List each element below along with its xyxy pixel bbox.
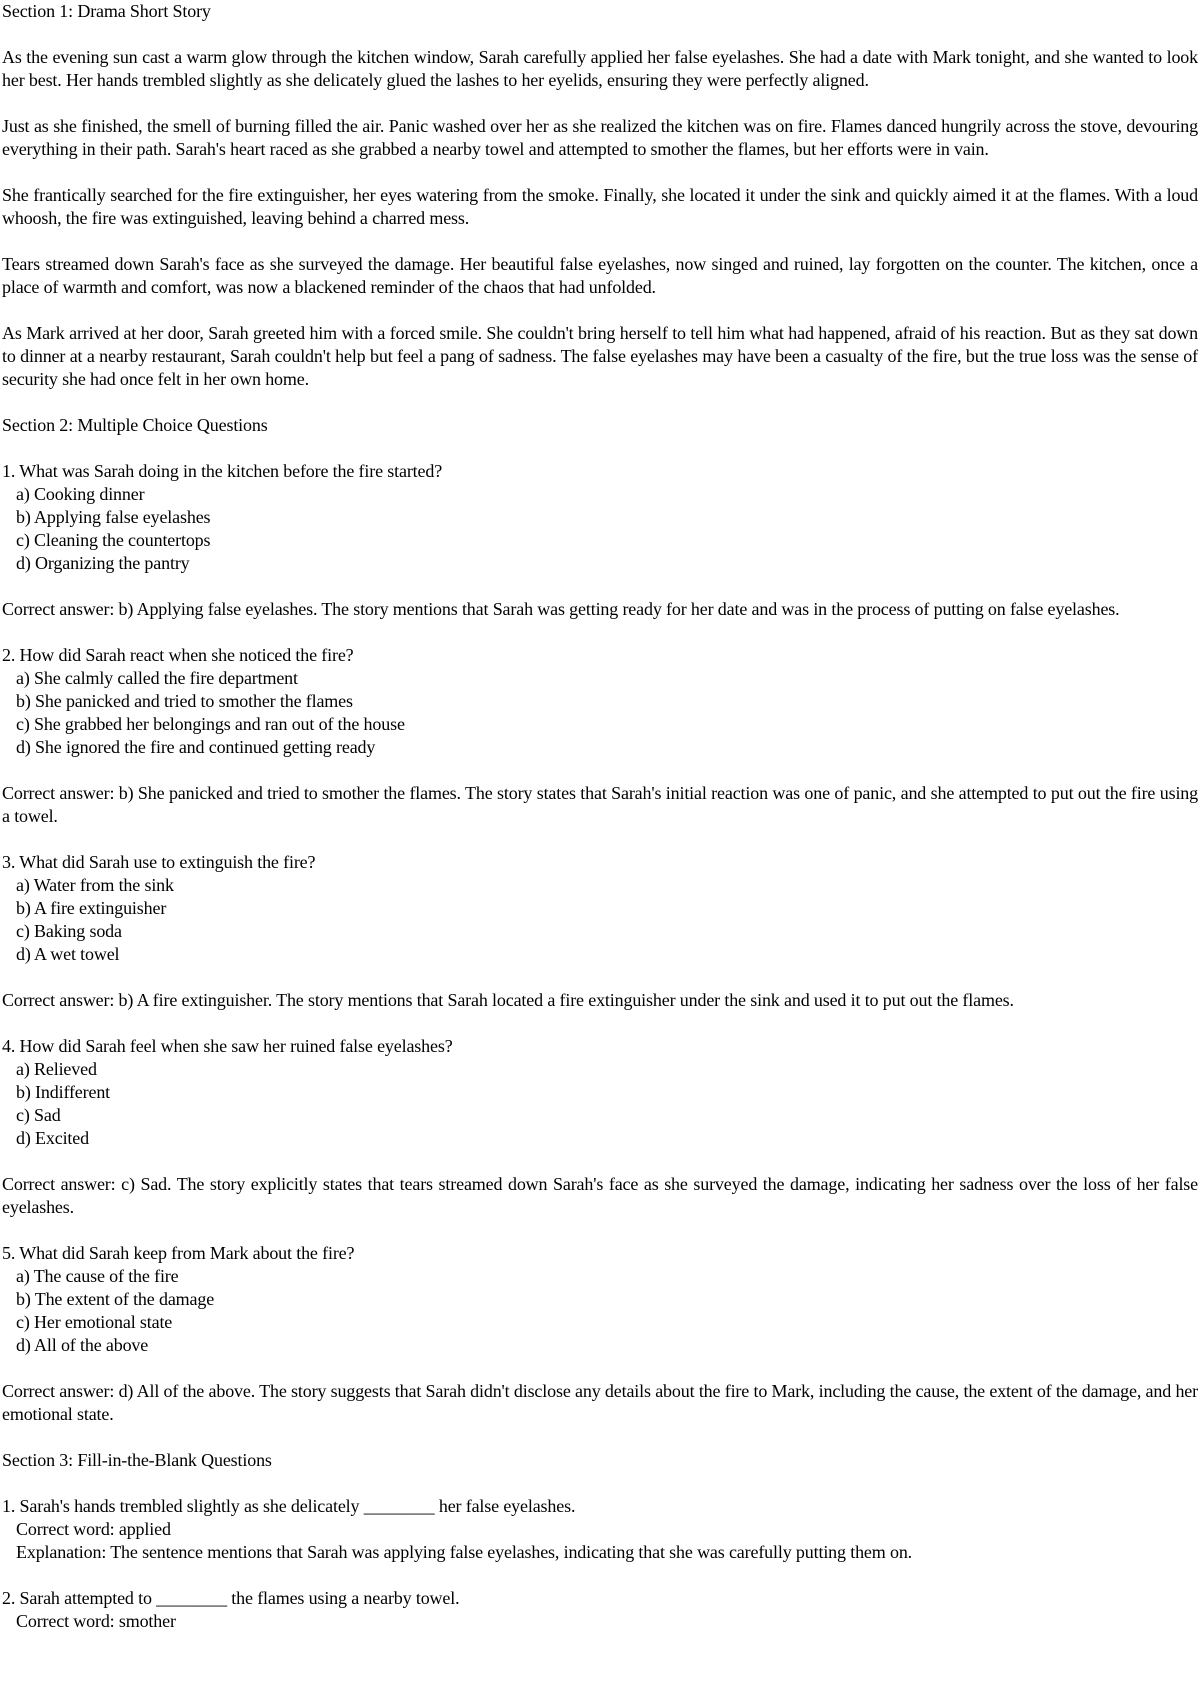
spacer: [2, 23, 1198, 46]
spacer: [2, 391, 1198, 414]
mc-answer-1: Correct answer: b) Applying false eyelashes. The story mentions that Sarah was getting ready for her date and was in the process of putting on false eyelashes.: [2, 599, 1120, 619]
mc-question-1: 1. What was Sarah doing in the kitchen before the fire started?: [2, 461, 443, 481]
mc-question-3: 3. What did Sarah use to extinguish the fire?: [2, 852, 316, 872]
spacer: [2, 575, 1198, 598]
spacer: [2, 92, 1198, 115]
story-paragraph-1: As the evening sun cast a warm glow through the kitchen window, Sarah carefully applied her false eyelashes. She had a date with Mark tonight, and she wanted to look her best. Her hands trembled slightly as she delicately glued the lashes to her eyelids, ensuring they were perfectly aligned.: [2, 47, 1198, 90]
story-paragraph-2: Just as she finished, the smell of burning filled the air. Panic washed over her as she realized the kitchen was on fire. Flames danced hungrily across the stove, devouring everything in their path. Sarah's heart raced as she grabbed a nearby towel and attempted to smother the flames, but her efforts were in vain.: [2, 116, 1198, 159]
mc-option: a) She calmly called the fire department: [16, 668, 298, 688]
fill-blank-correct-word-2: Correct word: smother: [16, 1611, 176, 1631]
story-paragraph-5: As Mark arrived at her door, Sarah greeted him with a forced smile. She couldn't bring herself to tell him what had happened, afraid of his reaction. But as they sat down to dinner at a nearby restaurant, Sarah couldn't help but feel a pang of sadness. The false eyelashes may have been a casualty of the fire, but the true loss was the sense of security she had once felt in her own home.: [2, 323, 1198, 389]
story-paragraph-4: Tears streamed down Sarah's face as she surveyed the damage. Her beautiful false eyelashes, now singed and ruined, lay forgotten on the counter. The kitchen, once a place of warmth and comfort, was now a blackened reminder of the chaos that had unfolded.: [2, 254, 1198, 297]
mc-option: d) Organizing the pantry: [16, 553, 190, 573]
spacer: [2, 1219, 1198, 1242]
mc-option: a) Water from the sink: [16, 875, 174, 895]
spacer: [2, 1357, 1198, 1380]
fill-blank-question-2: 2. Sarah attempted to ________ the flames using a nearby towel.: [2, 1588, 460, 1608]
mc-option: d) All of the above: [16, 1335, 149, 1355]
mc-question-5: 5. What did Sarah keep from Mark about the fire?: [2, 1243, 355, 1263]
mc-option: c) Baking soda: [16, 921, 122, 941]
spacer: [2, 828, 1198, 851]
mc-option: b) The extent of the damage: [16, 1289, 215, 1309]
mc-answer-2: Correct answer: b) She panicked and tried to smother the flames. The story states that Sarah's initial reaction was one of panic, and she attempted to put out the fire using a towel.: [2, 783, 1198, 826]
spacer: [2, 1426, 1198, 1449]
mc-answer-3: Correct answer: b) A fire extinguisher. The story mentions that Sarah located a fire extinguisher under the sink and used it to put out the flames.: [2, 990, 1014, 1010]
mc-option: d) She ignored the fire and continued getting ready: [16, 737, 376, 757]
section-3-heading: Section 3: Fill-in-the-Blank Questions: [2, 1450, 272, 1470]
mc-option: a) Cooking dinner: [16, 484, 145, 504]
fill-blank-correct-word-1: Correct word: applied: [16, 1519, 171, 1539]
mc-question-2: 2. How did Sarah react when she noticed the fire?: [2, 645, 354, 665]
spacer: [2, 966, 1198, 989]
spacer: [2, 621, 1198, 644]
mc-option: d) Excited: [16, 1128, 89, 1148]
mc-option: b) She panicked and tried to smother the flames: [16, 691, 353, 711]
mc-option: a) The cause of the fire: [16, 1266, 179, 1286]
spacer: [2, 1564, 1198, 1587]
spacer: [2, 1150, 1198, 1173]
mc-option: a) Relieved: [16, 1059, 97, 1079]
document-page: [2, 0, 1198, 1633]
mc-option: b) Indifferent: [16, 1082, 111, 1102]
story-paragraph-3: She frantically searched for the fire extinguisher, her eyes watering from the smoke. Finally, she located it under the sink and quickly aimed it at the flames. With a loud whoosh, the fire was extinguished, leaving behind a charred mess.: [2, 185, 1198, 228]
spacer: [2, 299, 1198, 322]
fill-blank-explanation-1: Explanation: The sentence mentions that Sarah was applying false eyelashes, indicating that she was carefully putting them on.: [16, 1542, 913, 1562]
mc-answer-5: Correct answer: d) All of the above. The story suggests that Sarah didn't disclose any details about the fire to Mark, including the cause, the extent of the damage, and her emotional state.: [2, 1381, 1198, 1424]
spacer: [2, 437, 1198, 460]
mc-question-4: 4. How did Sarah feel when she saw her ruined false eyelashes?: [2, 1036, 453, 1056]
spacer: [2, 759, 1198, 782]
section-2-heading: Section 2: Multiple Choice Questions: [2, 415, 268, 435]
spacer: [2, 1012, 1198, 1035]
spacer: [2, 1472, 1198, 1495]
fill-blank-question-1: 1. Sarah's hands trembled slightly as she delicately ________ her false eyelashes.: [2, 1496, 576, 1516]
mc-option: b) Applying false eyelashes: [16, 507, 211, 527]
mc-option: b) A fire extinguisher: [16, 898, 167, 918]
mc-option: c) Her emotional state: [16, 1312, 173, 1332]
mc-option: d) A wet towel: [16, 944, 120, 964]
mc-option: c) Sad: [16, 1105, 61, 1125]
spacer: [2, 230, 1198, 253]
mc-answer-4: Correct answer: c) Sad. The story explicitly states that tears streamed down Sarah's face as she surveyed the damage, indicating her sadness over the loss of her false eyelashes.: [2, 1174, 1198, 1217]
mc-option: c) She grabbed her belongings and ran out of the house: [16, 714, 405, 734]
section-1-heading: Section 1: Drama Short Story: [2, 1, 211, 21]
spacer: [2, 161, 1198, 184]
mc-option: c) Cleaning the countertops: [16, 530, 211, 550]
